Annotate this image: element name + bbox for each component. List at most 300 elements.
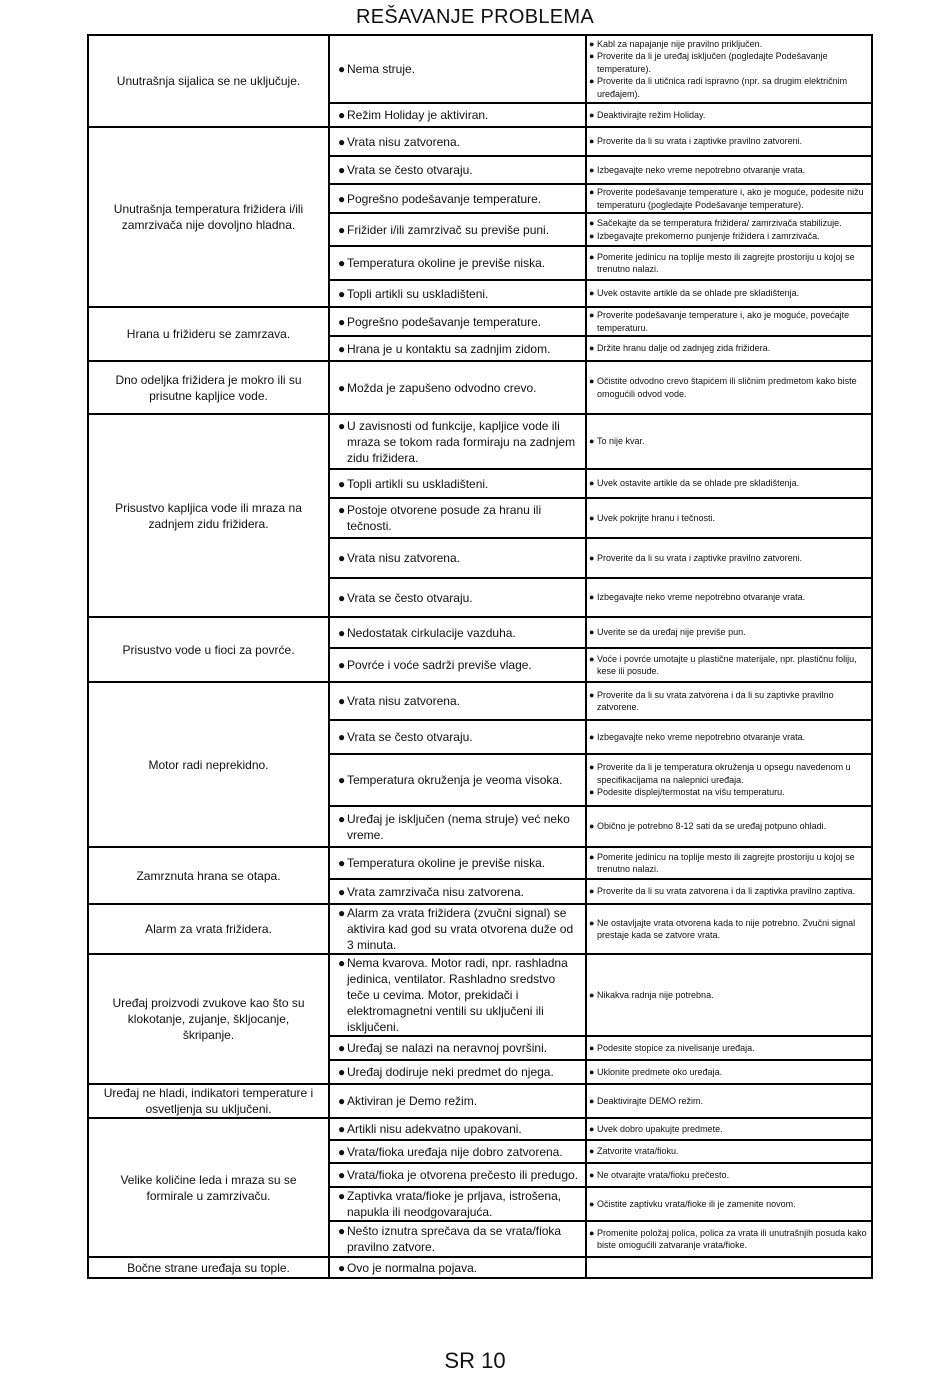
- bullet-icon: ●: [589, 1146, 595, 1157]
- bullet-text: Pogrešno podešavanje temperature.: [347, 314, 542, 329]
- problem-cell: Motor radi neprekidno.: [88, 682, 329, 847]
- bullet-icon: ●: [338, 108, 346, 122]
- solution-cell: [586, 578, 872, 617]
- bullet-item: [330, 1260, 585, 1276]
- problem-cell: Alarm za vrata frižidera.: [88, 904, 329, 954]
- bullet-text: Proverite da li su vrata zatvorena i da li su zaptivke pravilno zatvorene.: [597, 689, 834, 712]
- bullet-icon: ●: [338, 341, 346, 356]
- table-row: [88, 35, 872, 103]
- solution-cell: [586, 847, 872, 879]
- bullet-item: [587, 309, 871, 334]
- bullet-icon: ●: [589, 1169, 595, 1180]
- bullet-text: Očistite odvodno crevo štapićem ili sličnim predmetom kako biste omogućili odvod vode.: [597, 376, 857, 399]
- bullet-text: Izbegavajte prekomerno punjenje frižidera i zamrzivača.: [597, 230, 820, 241]
- bullet-item: [330, 134, 585, 150]
- solution-cell: [586, 1118, 872, 1140]
- bullet-icon: ●: [338, 773, 346, 787]
- bullet-icon: ●: [338, 62, 346, 76]
- bullet-text: Artikli nisu adekvatno upakovani.: [347, 1122, 522, 1136]
- bullet-text: Pogrešno podešavanje temperature.: [347, 191, 542, 206]
- bullet-icon: ●: [338, 1224, 346, 1238]
- cause-cell: [329, 1221, 586, 1257]
- problem-cell: Uređaj proizvodi zvukove kao što su klokotanje, zujanje, škljocanje, škripanje.: [88, 954, 329, 1084]
- page-title: REŠAVANJE PROBLEMA: [355, 6, 595, 28]
- bullet-text: Uklonite predmete oko uređaja.: [597, 1066, 723, 1077]
- solution-cell: [586, 246, 872, 280]
- bullet-icon: ●: [338, 1122, 346, 1136]
- bullet-icon: ●: [338, 222, 346, 237]
- bullet-text: Temperatura okoline je previše niska.: [347, 856, 546, 870]
- bullet-text: Vrata/fioka je otvorena prečesto ili predugo.: [347, 1168, 579, 1182]
- bullet-icon: ●: [589, 689, 595, 700]
- bullet-item: [587, 1227, 871, 1252]
- bullet-icon: ●: [589, 653, 595, 664]
- bullet-icon: ●: [589, 288, 595, 299]
- bullet-icon: ●: [589, 478, 595, 489]
- solution-cell: [586, 1221, 872, 1257]
- bullet-item: [587, 1042, 871, 1055]
- cause-cell: [329, 498, 586, 538]
- bullet-item: [330, 855, 585, 871]
- solution-cell: [586, 307, 872, 336]
- bullet-icon: ●: [589, 989, 595, 1000]
- bullet-item: [587, 164, 871, 177]
- bullet-item: [587, 1198, 871, 1211]
- bullet-text: Postoje otvorene posude za hranu ili tečnosti.: [347, 503, 542, 533]
- bullet-icon: ●: [589, 51, 595, 62]
- bullet-item: [330, 884, 585, 900]
- bullet-item: [330, 1167, 585, 1183]
- solution-cell: [586, 361, 872, 414]
- cause-cell: [329, 847, 586, 879]
- table-row: [88, 414, 872, 469]
- table-row: [88, 904, 872, 954]
- bullet-text: Vrata se često otvaraju.: [347, 730, 473, 744]
- bullet-text: Topli artikli su uskladišteni.: [347, 476, 489, 491]
- bullet-item: [330, 693, 585, 709]
- bullet-icon: ●: [589, 552, 595, 563]
- bullet-text: Uvek dobro upakujte predmete.: [597, 1123, 723, 1134]
- bullet-icon: ●: [338, 956, 346, 970]
- table-row: [88, 127, 872, 156]
- bullet-icon: ●: [589, 436, 595, 447]
- bullet-icon: ●: [338, 658, 346, 672]
- bullet-icon: ●: [589, 76, 595, 87]
- cause-cell: [329, 361, 586, 414]
- bullet-item: [587, 512, 871, 525]
- bullet-icon: ●: [589, 1042, 595, 1053]
- bullet-text: Uvek pokrijte hranu i tečnosti.: [597, 512, 716, 523]
- bullet-item: [587, 885, 871, 898]
- bullet-text: Promenite položaj polica, polica za vrata ili unutrašnjih posuda kako biste omogućili zatvaranje vrata/fioke.: [597, 1227, 867, 1250]
- bullet-icon: ●: [338, 551, 346, 565]
- solution-cell: [586, 156, 872, 184]
- bullet-item: [330, 191, 585, 207]
- solution-cell: [586, 617, 872, 648]
- bullet-text: Zaptivka vrata/fioke je prljava, istrošena, napukla ili neodgovarajuća.: [347, 1189, 562, 1219]
- bullet-item: [587, 251, 871, 276]
- bullet-icon: ●: [589, 851, 595, 862]
- bullet-item: [330, 955, 585, 1035]
- bullet-text: Hrana je u kontaktu sa zadnjim zidom.: [347, 341, 551, 356]
- bullet-text: Pomerite jedinicu na toplije mesto ili zagrejte prostoriju u kojoj se trenutno nalazi.: [597, 251, 855, 274]
- bullet-item: [587, 731, 871, 744]
- problem-cell: Unutrašnja sijalica se ne uključuje.: [88, 35, 329, 127]
- bullet-icon: ●: [589, 592, 595, 603]
- bullet-text: Vrata nisu zatvorena.: [347, 134, 460, 149]
- cause-cell: [329, 720, 586, 754]
- bullet-text: Uvek ostavite artikle da se ohlade pre skladištenja.: [597, 288, 800, 299]
- bullet-icon: ●: [338, 503, 346, 517]
- bullet-item: [587, 186, 871, 211]
- bullet-text: Topli artikli su uskladišteni.: [347, 286, 489, 301]
- solution-cell: [586, 498, 872, 538]
- bullet-icon: ●: [589, 310, 595, 320]
- table-row: [88, 954, 872, 1036]
- bullet-icon: ●: [589, 1198, 595, 1209]
- bullet-text: Režim Holiday je aktiviran.: [347, 108, 489, 122]
- bullet-icon: ●: [338, 380, 346, 395]
- bullet-icon: ●: [338, 590, 346, 605]
- bullet-text: Nedostatak cirkulacije vazduha.: [347, 625, 516, 640]
- bullet-item: [587, 75, 871, 100]
- table-row: [88, 361, 872, 414]
- cause-cell: [329, 806, 586, 847]
- cause-cell: [329, 754, 586, 806]
- bullet-icon: ●: [338, 625, 346, 640]
- cause-cell: [329, 1163, 586, 1187]
- bullet-icon: ●: [589, 136, 595, 147]
- solution-cell: [586, 1187, 872, 1221]
- bullet-icon: ●: [338, 1189, 346, 1203]
- bullet-text: Uvek ostavite artikle da se ohlade pre skladištenja.: [597, 478, 800, 489]
- bullet-icon: ●: [338, 163, 346, 177]
- bullet-item: [330, 550, 585, 566]
- bullet-text: Uverite se da uređaj nije previše pun.: [597, 627, 746, 638]
- bullet-text: Obično je potrebno 8-12 sati da se uređaj potpuno ohladi.: [597, 821, 827, 832]
- bullet-text: Ne otvarajte vrata/fioku prečesto.: [597, 1169, 730, 1180]
- bullet-text: Deaktivirajte režim Holiday.: [597, 109, 706, 120]
- cause-cell: [329, 1060, 586, 1084]
- bullet-item: [587, 1095, 871, 1108]
- bullet-icon: ●: [338, 256, 346, 270]
- cause-cell: [329, 538, 586, 578]
- bullet-item: [587, 435, 871, 448]
- solution-cell: [586, 336, 872, 361]
- bullet-text: Podesite stopice za nivelisanje uređaja.: [597, 1042, 755, 1053]
- bullet-item: [587, 761, 871, 786]
- cause-cell: [329, 213, 586, 246]
- bullet-icon: ●: [338, 1260, 346, 1275]
- problem-cell: Prisustvo kapljica vode ili mraza na zadnjem zidu frižidera.: [88, 414, 329, 617]
- bullet-item: [330, 590, 585, 606]
- solution-cell: [586, 1036, 872, 1060]
- bullet-item: [587, 591, 871, 604]
- table-row: [88, 1257, 872, 1278]
- bullet-item: [587, 653, 871, 678]
- bullet-item: [587, 626, 871, 639]
- bullet-item: [330, 1064, 585, 1080]
- bullet-text: Vrata se često otvaraju.: [347, 590, 473, 605]
- bullet-text: Nema kvarova. Motor radi, npr. rashladna jedinica, ventilator. Rashladno sredstvo teče u cevima. Motor, prekidači i elektromagnetni ventili su uključeni ili isključeni.: [347, 956, 568, 1034]
- cause-cell: [329, 307, 586, 336]
- cause-cell: [329, 1036, 586, 1060]
- bullet-item: [330, 341, 585, 357]
- solution-cell: [586, 682, 872, 720]
- bullet-item: [330, 286, 585, 302]
- cause-cell: [329, 1187, 586, 1221]
- bullet-text: Povrće i voće sadrži previše vlage.: [347, 658, 532, 672]
- cause-cell: [329, 879, 586, 904]
- bullet-text: Vrata zamrzivača nisu zatvorena.: [347, 884, 524, 899]
- bullet-text: Izbegavajte neko vreme nepotrebno otvaranje vrata.: [597, 592, 806, 603]
- bullet-text: Alarm za vrata frižidera (zvučni signal) se aktivira kad god su vrata otvorena duže od 3 minuta.: [347, 906, 574, 952]
- bullet-item: [587, 552, 871, 565]
- bullet-text: Vrata se često otvaraju.: [347, 163, 473, 177]
- solution-cell: [586, 35, 872, 103]
- bullet-text: Uređaj dodiruje neki predmet do njega.: [347, 1065, 554, 1079]
- bullet-icon: ●: [589, 376, 595, 386]
- bullet-icon: ●: [589, 218, 595, 228]
- bullet-item: [330, 905, 585, 953]
- bullet-text: Proverite da li utičnica radi ispravno (npr. sa drugim električnim uređajem).: [597, 76, 848, 99]
- bullet-item: [587, 1066, 871, 1079]
- cause-cell: [329, 1118, 586, 1140]
- bullet-text: Možda je zapušeno odvodno crevo.: [347, 380, 537, 395]
- bullet-icon: ●: [589, 886, 595, 897]
- page-number: SR 10: [444, 1348, 506, 1373]
- solution-cell: [586, 414, 872, 469]
- cause-cell: [329, 246, 586, 280]
- cause-cell: [329, 469, 586, 498]
- bullet-icon: ●: [589, 1066, 595, 1077]
- bullet-text: Ne ostavljajte vrata otvorena kada to nije potrebno. Zvučni signal prestaje kada se zatvore vrata.: [597, 917, 856, 940]
- bullet-text: Proverite da li su vrata i zaptivke pravilno zatvoreni.: [597, 136, 803, 147]
- bullet-item: [587, 820, 871, 833]
- bullet-item: [330, 1188, 585, 1220]
- bullet-icon: ●: [338, 856, 346, 870]
- bullet-item: [587, 1145, 871, 1158]
- bullet-text: Očistite zaptivku vrata/fioke ili je zamenite novom.: [597, 1198, 796, 1209]
- bullet-text: Nema struje.: [347, 62, 416, 76]
- solution-cell: [586, 280, 872, 307]
- bullet-item: [330, 1223, 585, 1255]
- bullet-text: Vrata/fioka uređaja nije dobro zatvorena.: [347, 1144, 563, 1159]
- bullet-icon: ●: [589, 187, 595, 197]
- bullet-icon: ●: [589, 821, 595, 832]
- solution-cell: [586, 1060, 872, 1084]
- bullet-text: Uređaj je isključen (nema struje) već neko vreme.: [347, 811, 570, 842]
- bullet-item: [330, 657, 585, 673]
- bullet-text: Izbegavajte neko vreme nepotrebno otvaranje vrata.: [597, 164, 806, 175]
- cause-cell: [329, 954, 586, 1036]
- solution-cell: [586, 648, 872, 682]
- cause-cell: [329, 414, 586, 469]
- bullet-text: Zatvorite vrata/fioku.: [597, 1146, 679, 1157]
- problem-cell: Hrana u frižideru se zamrzava.: [88, 307, 329, 361]
- bullet-item: [330, 625, 585, 641]
- solution-cell: [586, 754, 872, 806]
- bullet-text: Proverite da li su vrata i zaptivke pravilno zatvoreni.: [597, 552, 803, 563]
- bullet-icon: ●: [338, 811, 346, 826]
- cause-cell: [329, 682, 586, 720]
- cause-cell: [329, 617, 586, 648]
- table-row: [88, 1084, 872, 1118]
- bullet-icon: ●: [589, 627, 595, 638]
- problem-cell: Unutrašnja temperatura frižidera i/ili zamrzivača nije dovoljno hladna.: [88, 127, 329, 307]
- bullet-text: Izbegavajte neko vreme nepotrebno otvaranje vrata.: [597, 731, 806, 742]
- cause-cell: [329, 1257, 586, 1278]
- bullet-text: Vrata nisu zatvorena.: [347, 551, 460, 565]
- bullet-text: Deaktivirajte DEMO režim.: [597, 1095, 704, 1106]
- bullet-item: [330, 502, 585, 534]
- bullet-item: [330, 222, 585, 238]
- bullet-item: [330, 255, 585, 271]
- bullet-icon: ●: [338, 1144, 346, 1159]
- bullet-item: [330, 314, 585, 330]
- bullet-text: To nije kvar.: [597, 436, 645, 447]
- bullet-icon: ●: [589, 343, 595, 354]
- cause-cell: [329, 578, 586, 617]
- bullet-icon: ●: [589, 917, 595, 928]
- solution-cell: [586, 1163, 872, 1187]
- solution-cell: [586, 127, 872, 156]
- table-row: [88, 682, 872, 720]
- solution-cell: [586, 1257, 872, 1278]
- bullet-text: Aktiviran je Demo režim.: [347, 1094, 478, 1108]
- cause-cell: [329, 1140, 586, 1163]
- bullet-icon: ●: [338, 476, 346, 491]
- bullet-item: [587, 375, 871, 400]
- solution-cell: [586, 184, 872, 213]
- bullet-icon: ●: [589, 1227, 595, 1238]
- bullet-icon: ●: [338, 1094, 346, 1108]
- solution-cell: [586, 954, 872, 1036]
- bullet-text: Podesite displej/termostat na višu temperaturu.: [597, 787, 785, 798]
- bullet-text: Proverite da li su vrata zatvorena i da li zaptivka pravilno zaptiva.: [597, 886, 856, 897]
- bullet-text: Proverite podešavanje temperature i, ako je moguće, podesite nižu temperaturu (pogledajte Podešavanje temperature).: [597, 187, 864, 210]
- problem-cell: Velike količine leda i mraza su se formirale u zamrzivaču.: [88, 1118, 329, 1257]
- bullet-item: [587, 342, 871, 355]
- bullet-icon: ●: [338, 314, 346, 329]
- bullet-item: [330, 107, 585, 123]
- bullet-icon: ●: [589, 38, 595, 49]
- bullet-icon: ●: [589, 1123, 595, 1134]
- bullet-item: [330, 811, 585, 843]
- bullet-text: Nešto iznutra sprečava da se vrata/fioka pravilno zatvore.: [347, 1224, 562, 1254]
- bullet-icon: ●: [338, 730, 346, 744]
- cause-cell: [329, 280, 586, 307]
- bullet-icon: ●: [338, 1041, 346, 1055]
- table-row: [88, 847, 872, 879]
- bullet-icon: ●: [338, 286, 346, 301]
- bullet-item: [330, 1040, 585, 1056]
- cause-cell: [329, 156, 586, 184]
- problem-cell: Prisustvo vode u fioci za povrće.: [88, 617, 329, 682]
- problem-cell: Uređaj ne hladi, indikatori temperature i osvetljenja su uključeni.: [88, 1084, 329, 1118]
- bullet-icon: ●: [338, 1065, 346, 1079]
- solution-cell: [586, 538, 872, 578]
- table-row: [88, 307, 872, 336]
- cause-cell: [329, 648, 586, 682]
- bullet-item: [330, 61, 585, 77]
- bullet-item: [587, 217, 871, 230]
- bullet-item: [330, 418, 585, 466]
- bullet-text: Temperatura okruženja je veoma visoka.: [347, 773, 563, 787]
- bullet-text: U zavisnosti od funkcije, kapljice vode ili mraza se tokom rada formiraju na zadnjem zidu frižidera.: [347, 418, 576, 465]
- bullet-icon: ●: [589, 762, 595, 773]
- bullet-text: Temperatura okoline je previše niska.: [347, 256, 546, 270]
- cause-cell: [329, 336, 586, 361]
- bullet-text: Vrata nisu zatvorena.: [347, 694, 460, 708]
- table-row: [88, 617, 872, 648]
- bullet-item: [587, 287, 871, 300]
- bullet-item: [330, 1093, 585, 1109]
- bullet-item: [587, 1123, 871, 1136]
- bullet-text: Uređaj se nalazi na neravnoj površini.: [347, 1041, 548, 1055]
- solution-cell: [586, 103, 872, 127]
- bullet-item: [587, 689, 871, 714]
- bullet-icon: ●: [589, 731, 595, 742]
- bullet-text: Proverite podešavanje temperature i, ako je moguće, povećajte temperaturu.: [597, 310, 850, 333]
- bullet-item: [330, 772, 585, 788]
- bullet-text: Nikakva radnja nije potrebna.: [597, 989, 714, 1000]
- cause-cell: [329, 127, 586, 156]
- bullet-icon: ●: [589, 109, 595, 120]
- bullet-text: Voće i povrće umotajte u plastične materijale, npr. plastičnu foliju, kese ili posude.: [597, 653, 857, 676]
- cause-cell: [329, 904, 586, 954]
- bullet-item: [587, 786, 871, 799]
- bullet-item: [330, 1121, 585, 1137]
- bullet-icon: ●: [338, 418, 346, 433]
- bullet-icon: ●: [589, 787, 595, 798]
- bullet-text: Ovo je normalna pojava.: [347, 1260, 478, 1275]
- bullet-icon: ●: [338, 694, 346, 708]
- problem-cell: Bočne strane uređaja su tople.: [88, 1257, 329, 1278]
- bullet-item: [587, 917, 871, 942]
- bullet-icon: ●: [338, 191, 346, 206]
- solution-cell: [586, 879, 872, 904]
- bullet-item: [587, 109, 871, 122]
- bullet-icon: ●: [338, 1168, 346, 1182]
- solution-cell: [586, 1140, 872, 1163]
- bullet-text: Proverite da li je uređaj isključen (pogledajte Podešavanje temperature).: [597, 51, 828, 74]
- bullet-item: [587, 38, 871, 51]
- bullet-icon: ●: [338, 134, 346, 149]
- bullet-item: [587, 135, 871, 148]
- table-row: [88, 1118, 872, 1140]
- troubleshooting-table: [87, 34, 873, 1279]
- bullet-text: Proverite da li je temperatura okruženja u opsegu navedenom u specifikacijama na nalepnici uređaja.: [597, 762, 851, 785]
- bullet-item: [330, 380, 585, 396]
- solution-cell: [586, 1084, 872, 1118]
- solution-cell: [586, 720, 872, 754]
- bullet-item: [587, 50, 871, 75]
- bullet-item: [330, 476, 585, 492]
- solution-cell: [586, 469, 872, 498]
- bullet-icon: ●: [338, 884, 346, 899]
- bullet-item: [330, 162, 585, 178]
- bullet-item: [330, 1144, 585, 1160]
- bullet-item: [587, 477, 871, 490]
- bullet-icon: ●: [589, 251, 595, 262]
- solution-cell: [586, 904, 872, 954]
- bullet-item: [587, 230, 871, 243]
- bullet-icon: ●: [338, 906, 346, 920]
- bullet-icon: ●: [589, 164, 595, 175]
- bullet-icon: ●: [589, 512, 595, 523]
- cause-cell: [329, 103, 586, 127]
